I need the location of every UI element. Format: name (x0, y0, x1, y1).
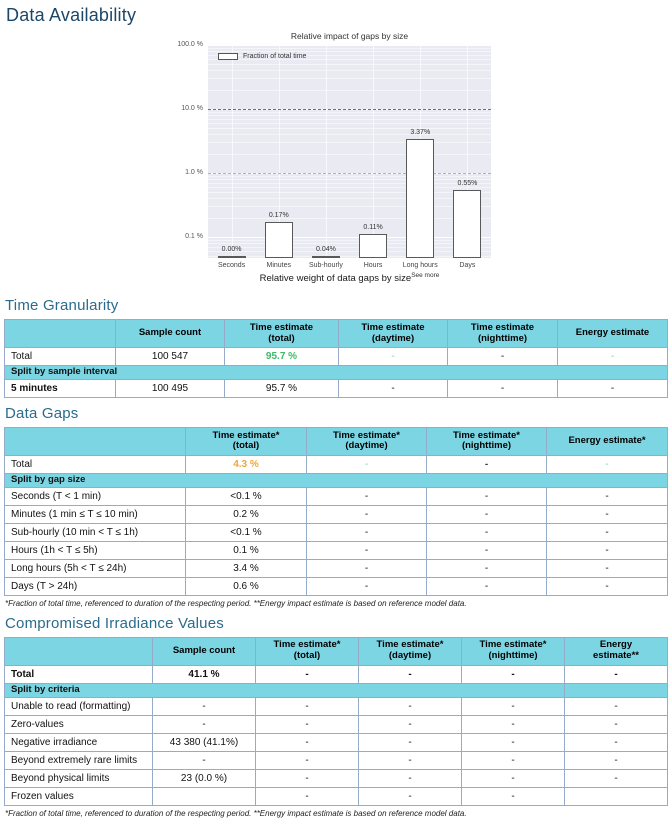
column-header: Time estimate* (daytime) (307, 427, 427, 455)
gridline (208, 243, 491, 244)
table-row (5, 715, 668, 733)
gridline (208, 128, 491, 129)
gridline (208, 119, 491, 120)
chart-caption-text: Relative weight of data gaps by size (259, 273, 412, 285)
table-cell: - (307, 487, 427, 505)
table-cell: - (307, 505, 427, 523)
table-row (5, 769, 668, 787)
table-cell: <0.1 % (186, 487, 307, 505)
chart-title: Relative impact of gaps by size (290, 31, 409, 41)
table-cell: - (153, 751, 256, 769)
table-cell: - (153, 715, 256, 733)
column-header: Energy estimate* (547, 427, 668, 455)
section-row (5, 683, 668, 697)
x-tick-label: Hours (363, 262, 383, 269)
gridline (208, 198, 491, 199)
table-cell: - (359, 769, 462, 787)
header-row (5, 320, 668, 348)
table-cell: 3.4 % (186, 559, 307, 577)
bar-value-label: 0.55% (457, 179, 478, 187)
table-row (5, 523, 668, 541)
gridline (208, 251, 491, 252)
table-cell: Total (5, 348, 116, 366)
table-cell: - (153, 697, 256, 715)
table-cell: - (307, 455, 427, 473)
column-header: Time estimate* (total) (186, 427, 307, 455)
table-footnote: *Fraction of total time, referenced to duration of the respecting period. **Energy impact estimate is based on reference model data. (5, 808, 467, 818)
gridline (208, 256, 491, 257)
column-header: Time estimate* (nighttime) (462, 637, 565, 665)
bar-value-label: 0.17% (268, 212, 289, 220)
table-cell: 95.7 % (225, 379, 339, 397)
bar-value-label: 0.11% (363, 224, 383, 232)
column-header (5, 320, 116, 348)
gridline (208, 179, 491, 180)
table-cell: 41.1 % (153, 665, 256, 683)
column-header: Time estimate* (nighttime) (427, 427, 547, 455)
table-cell: - (565, 715, 668, 733)
gridline (208, 183, 491, 184)
table-cell: - (256, 715, 359, 733)
table-cell: - (256, 733, 359, 751)
chart-plot-area (208, 45, 491, 258)
table-cell: - (339, 379, 448, 397)
gridline (208, 134, 491, 135)
table-row (5, 751, 668, 769)
table-cell: Days (T > 24h) (5, 577, 186, 595)
table-cell: 100 547 (116, 348, 225, 366)
table-cell: 43 380 (41.1%) (153, 733, 256, 751)
section-label: Split by sample interval (5, 366, 668, 380)
table-cell: Long hours (5h < T ≤ 24h) (5, 559, 186, 577)
gridline (208, 123, 491, 124)
table-cell: 100 495 (116, 379, 225, 397)
column-header: Time estimate (daytime) (339, 320, 448, 348)
table-cell: - (565, 697, 668, 715)
table-row (5, 379, 668, 397)
table-cell: - (359, 751, 462, 769)
bar-sub-hourly (312, 256, 340, 258)
column-header: Time estimate (total) (225, 320, 339, 348)
table-cell: - (462, 665, 565, 683)
section-label: Split by criteria (5, 683, 565, 697)
table-cell: - (547, 505, 668, 523)
table-cell: 23 (0.0 %) (153, 769, 256, 787)
column-header: Sample count (153, 637, 256, 665)
table-row (5, 697, 668, 715)
gridline (208, 206, 491, 207)
gridline (208, 192, 491, 193)
gridline (208, 187, 491, 188)
table-cell: Negative irradiance (5, 733, 153, 751)
table-cell: - (462, 769, 565, 787)
column-header: Sample count (116, 320, 225, 348)
section-heading-compromised-irradiance: Compromised Irradiance Values (5, 614, 224, 632)
gridline (208, 176, 491, 177)
table-cell: - (359, 787, 462, 805)
section-label: Split by gap size (5, 473, 668, 487)
table-cell: 5 minutes (5, 379, 116, 397)
bar-value-label: 0.00% (221, 246, 242, 253)
table-cell: 0.2 % (186, 505, 307, 523)
legend-swatch-icon (218, 53, 238, 60)
chart-caption (173, 272, 526, 284)
x-tick-label: Seconds (217, 262, 246, 269)
table-cell: - (462, 787, 565, 805)
page-title: Data Availability (6, 5, 137, 25)
table-cell: - (547, 541, 668, 559)
table-cell: - (427, 559, 547, 577)
section-heading-data-gaps: Data Gaps (5, 404, 79, 422)
table-cell: - (427, 541, 547, 559)
table-cell: - (427, 487, 547, 505)
x-tick-label: Long hours (402, 262, 438, 269)
column-header: Time estimate* (daytime) (359, 637, 462, 665)
table-cell: - (462, 697, 565, 715)
table-compromised-irradiance (4, 637, 668, 806)
table-cell: - (307, 559, 427, 577)
table-row (5, 455, 668, 473)
bar-value-label: 0.04% (315, 246, 336, 253)
column-header: Energy estimate** (565, 637, 668, 665)
table-cell: Beyond extremely rare limits (5, 751, 153, 769)
table-row (5, 733, 668, 751)
table-data-gaps (4, 427, 668, 596)
gridline (208, 240, 491, 241)
table-footnote: *Fraction of total time, referenced to duration of the respecting period. **Energy impact estimate is based on reference model data. (5, 598, 467, 608)
bar-long-hours (406, 139, 434, 258)
table-cell: - (547, 487, 668, 505)
gridline (208, 48, 491, 49)
table-row (5, 559, 668, 577)
table-cell: - (256, 697, 359, 715)
gridline (232, 45, 233, 258)
bar-seconds (218, 256, 246, 258)
table-cell: 95.7 % (225, 348, 339, 366)
x-tick-label: Days (459, 262, 476, 269)
table-cell: Seconds (T < 1 min) (5, 487, 186, 505)
table-cell: - (565, 733, 668, 751)
table-cell: Sub-hourly (10 min < T ≤ 1h) (5, 523, 186, 541)
table-cell: - (427, 523, 547, 541)
gridline (208, 90, 491, 91)
y-tick-label: 10.0 % (181, 105, 203, 112)
chart-legend (218, 53, 306, 60)
table-cell: Total (5, 665, 153, 683)
gridline (208, 218, 491, 219)
table-cell: Total (5, 455, 186, 473)
table-cell: - (256, 751, 359, 769)
table-cell: 4.3 % (186, 455, 307, 473)
table-cell: - (462, 751, 565, 769)
table-cell: - (359, 715, 462, 733)
y-tick-label: 100.0 % (177, 41, 203, 48)
header-row (5, 637, 668, 665)
bar-minutes (265, 222, 293, 258)
gaps-impact-chart (151, 28, 531, 290)
section-extra-cell (565, 683, 668, 697)
gridline (208, 154, 491, 155)
table-cell: - (565, 665, 668, 683)
table-cell: - (547, 455, 668, 473)
section-heading-time-granularity: Time Granularity (5, 297, 119, 314)
column-header: Time estimate* (total) (256, 637, 359, 665)
table-cell: <0.1 % (186, 523, 307, 541)
reference-line (208, 109, 491, 110)
table-row (5, 505, 668, 523)
bar-value-label: 3.37% (410, 129, 431, 137)
table-cell: 0.1 % (186, 541, 307, 559)
column-header: Energy estimate (558, 320, 668, 348)
x-tick-label: Sub-hourly (308, 262, 343, 269)
gridline (208, 142, 491, 143)
table-cell: - (256, 769, 359, 787)
gridline (208, 78, 491, 79)
table-cell: - (427, 505, 547, 523)
table-cell: - (256, 665, 359, 683)
report-tables (4, 297, 667, 818)
y-tick-label: 0.1 % (185, 233, 203, 240)
table-cell: - (359, 733, 462, 751)
table-cell: - (256, 787, 359, 805)
x-tick-label: Minutes (266, 262, 292, 269)
gridline (208, 45, 491, 46)
section-row (5, 473, 668, 487)
header-row (5, 427, 668, 455)
table-cell: - (462, 715, 565, 733)
bar-hours (359, 234, 387, 258)
gridline (208, 64, 491, 65)
table-cell: Hours (1h < T ≤ 5h) (5, 541, 186, 559)
table-cell: - (307, 577, 427, 595)
table-cell (153, 787, 256, 805)
table-row (5, 787, 668, 805)
table-row (5, 665, 668, 683)
table-cell: - (448, 379, 558, 397)
column-header (5, 637, 153, 665)
column-header (5, 427, 186, 455)
table-cell: Zero-values (5, 715, 153, 733)
table-cell: - (547, 577, 668, 595)
gridline (326, 45, 327, 258)
table-cell: Unable to read (formatting) (5, 697, 153, 715)
table-row (5, 487, 668, 505)
table-cell: Minutes (1 min ≤ T ≤ 10 min) (5, 505, 186, 523)
table-cell: 0.6 % (186, 577, 307, 595)
table-cell: Beyond physical limits (5, 769, 153, 787)
table-cell: - (558, 348, 668, 366)
gridline (208, 70, 491, 71)
table-row (5, 577, 668, 595)
legend-label: Fraction of total time (243, 53, 307, 60)
gridline (208, 237, 491, 238)
table-cell: - (547, 523, 668, 541)
table-row (5, 348, 668, 366)
section-row (5, 366, 668, 380)
gridline (208, 115, 491, 116)
table-cell: Frozen values (5, 787, 153, 805)
table-time-granularity (4, 319, 668, 398)
table-cell: - (547, 559, 668, 577)
bar-days (453, 190, 481, 258)
gridline (208, 112, 491, 113)
table-cell: - (427, 455, 547, 473)
table-cell: - (307, 523, 427, 541)
table-cell (565, 787, 668, 805)
table-cell: - (307, 541, 427, 559)
table-cell: - (558, 379, 668, 397)
table-cell: - (448, 348, 558, 366)
table-cell: - (565, 751, 668, 769)
see-more-link[interactable]: See more (411, 272, 440, 279)
table-cell: - (359, 665, 462, 683)
reference-line (208, 173, 491, 174)
y-tick-label: 1.0 % (185, 169, 203, 176)
table-cell: - (462, 733, 565, 751)
table-cell: - (565, 769, 668, 787)
column-header: Time estimate (nighttime) (448, 320, 558, 348)
table-cell: - (427, 577, 547, 595)
gridline (208, 247, 491, 248)
table-cell: - (359, 697, 462, 715)
table-row (5, 541, 668, 559)
table-cell: - (339, 348, 448, 366)
